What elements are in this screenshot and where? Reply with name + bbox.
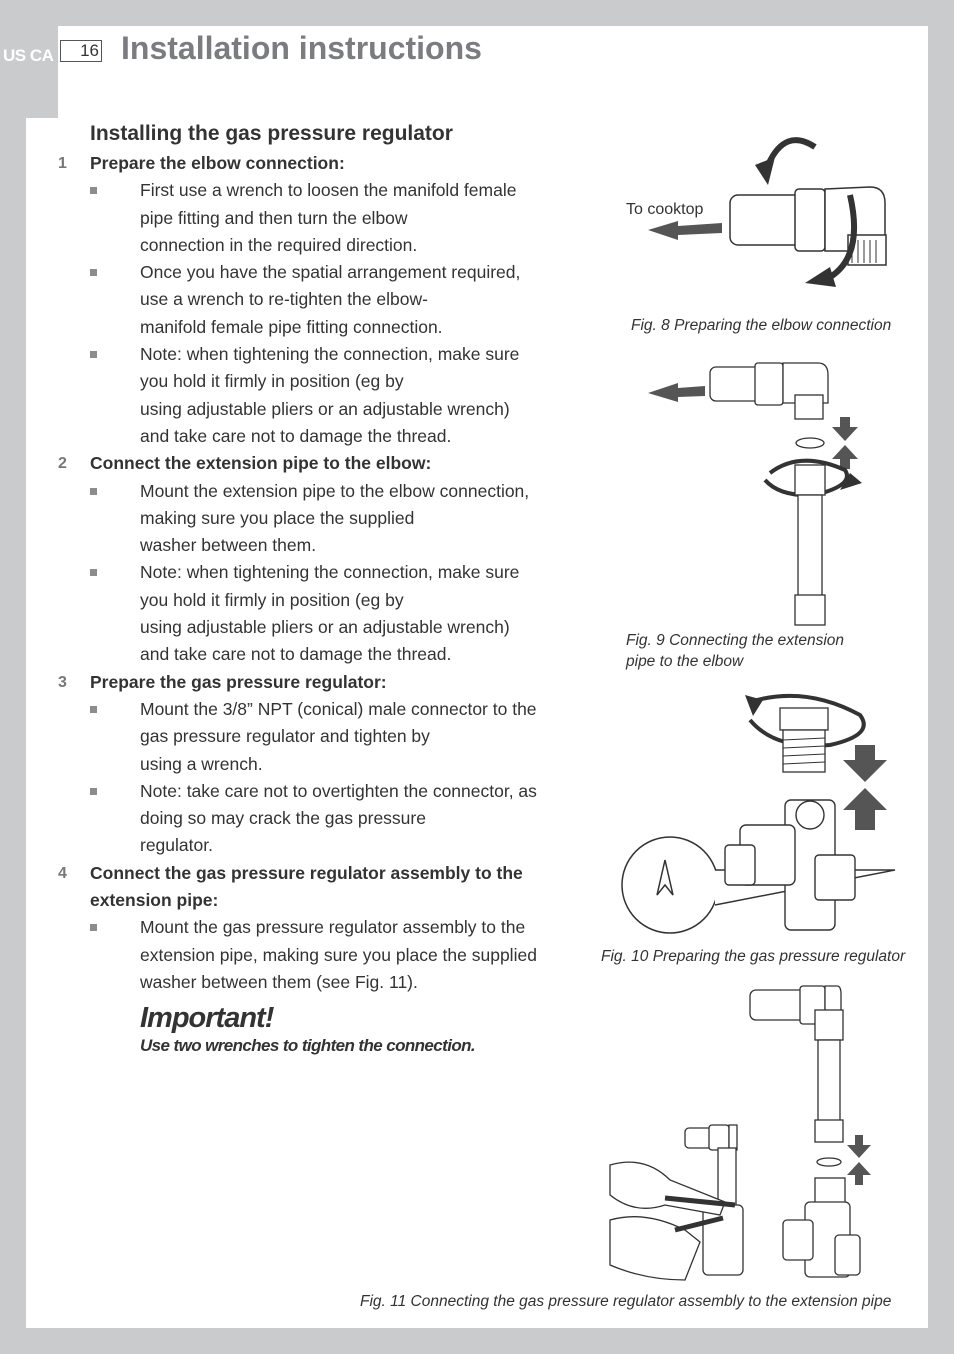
list-item: Note: when tightening the connection, make sure you hold it firmly in position (eg by using adjustable pliers or an adjustable wrench) and take care not to damage the thread. bbox=[90, 559, 576, 668]
region-tab bbox=[0, 26, 58, 118]
step-number: 1 bbox=[58, 155, 67, 172]
bullet-square-icon bbox=[90, 351, 97, 358]
step-heading: Connect the extension pipe to the elbow: bbox=[90, 453, 432, 474]
bullet-square-icon bbox=[90, 788, 97, 795]
step-3 bbox=[56, 669, 576, 860]
bullet-square-icon bbox=[90, 488, 97, 495]
important-text: Use two wrenches to tighten the connection. bbox=[140, 1036, 476, 1056]
step-number: 3 bbox=[58, 673, 67, 691]
list-item: Once you have the spatial arrangement required, use a wrench to re-tighten the elbow- manifold female pipe fitting connection. bbox=[90, 259, 576, 341]
step-4 bbox=[56, 860, 576, 996]
list-item: First use a wrench to loosen the manifold female pipe fitting and then turn the elbow connection in the required direction. bbox=[90, 177, 576, 259]
to-cooktop-label: To cooktop bbox=[626, 201, 704, 218]
fig10-caption: Fig. 10 Preparing the gas pressure regulator bbox=[601, 948, 906, 965]
bullet-square-icon bbox=[90, 569, 97, 576]
fig9-extension-pipe-illustration bbox=[640, 355, 880, 630]
step-heading: Prepare the elbow connection: bbox=[90, 153, 345, 173]
fig8-elbow-illustration bbox=[600, 125, 900, 300]
list-item: Note: take care not to overtighten the connector, as doing so may crack the gas pressure regulator. bbox=[90, 778, 576, 860]
important-notice bbox=[140, 1000, 576, 1056]
fig11-caption: Fig. 11 Connecting the gas pressure regulator assembly to the extension pipe bbox=[360, 1293, 892, 1310]
page-title: Installation instructions bbox=[121, 30, 482, 66]
page-number: 16 bbox=[60, 40, 102, 62]
fig9-caption: Fig. 9 Connecting the extension pipe to the elbow bbox=[626, 632, 844, 670]
list-item: Mount the gas pressure regulator assembly to the extension pipe, making sure you place the supplied washer between them (see Fig. 11). bbox=[90, 914, 576, 996]
step-heading: Prepare the gas pressure regulator: bbox=[90, 671, 387, 692]
bullet-square-icon bbox=[90, 924, 97, 931]
important-title: Important! bbox=[140, 1002, 274, 1035]
bullet-square-icon bbox=[90, 187, 97, 194]
bullet-square-icon bbox=[90, 706, 97, 713]
step-2 bbox=[56, 450, 576, 668]
step-1 bbox=[56, 150, 576, 450]
step-number: 4 bbox=[58, 864, 67, 882]
section-title: Installing the gas pressure regulator bbox=[90, 122, 453, 145]
step-heading: Connect the gas pressure regulator assembly to the extension pipe: bbox=[90, 862, 523, 911]
list-item: Mount the extension pipe to the elbow connection, making sure you place the supplied washer between them. bbox=[90, 478, 576, 560]
region-label: US CA bbox=[3, 46, 54, 65]
list-item: Mount the 3/8” NPT (conical) male connector to the gas pressure regulator and tighten by using a wrench. bbox=[90, 696, 576, 778]
bullet-square-icon bbox=[90, 269, 97, 276]
step-number: 2 bbox=[58, 455, 67, 473]
fig11-assembly-illustration bbox=[605, 980, 895, 1285]
list-item: Note: when tightening the connection, make sure you hold it firmly in position (eg by using adjustable pliers or an adjustable wrench) and take care not to damage the thread. bbox=[90, 341, 576, 450]
instructions-column bbox=[56, 150, 576, 1056]
fig10-regulator-illustration bbox=[615, 690, 900, 950]
fig8-caption: Fig. 8 Preparing the elbow connection bbox=[631, 317, 892, 334]
